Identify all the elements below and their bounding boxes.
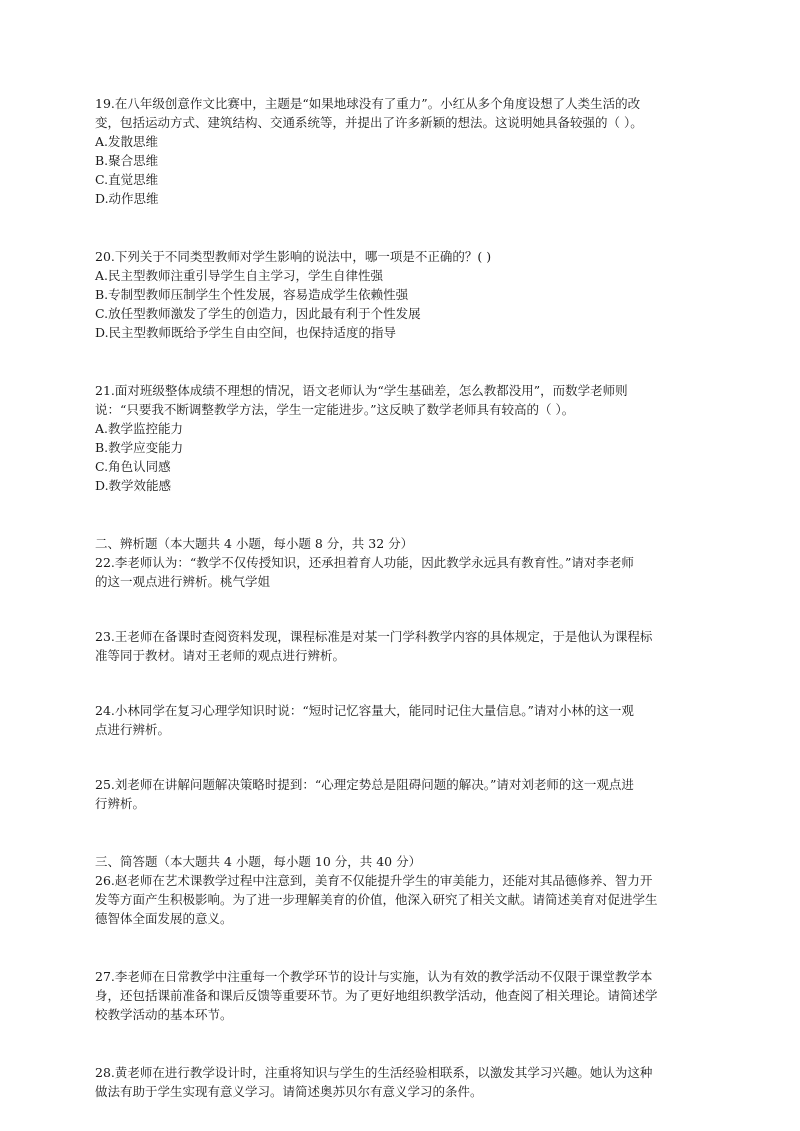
question-stem-line: 准等同于教材。请对王老师的观点进行辨析。 — [95, 648, 346, 663]
question-19 — [95, 94, 705, 208]
question-stem-line: 点进行辨析。 — [95, 722, 171, 737]
question-27 — [95, 967, 705, 1024]
option-c: C.放任型教师激发了学生的创造力，因此最有利于个性发展 — [95, 306, 421, 321]
question-stem-line: 25.刘老师在讲解问题解决策略时提到：“心理定势总是阻碍问题的解决。”请对刘老师的这一观点进 — [95, 777, 634, 792]
question-stem-line: 行辨析。 — [95, 796, 146, 811]
question-stem-line: 20.下列关于不同类型教师对学生影响的说法中，哪一项是不正确的？( ) — [95, 249, 492, 264]
question-20 — [95, 247, 705, 342]
option-a: A.民主型教师注重引导学生自主学习，学生自律性强 — [95, 268, 384, 283]
question-stem-line: 德智体全面发展的意义。 — [95, 911, 233, 926]
question-stem-line: 28.黄老师在进行教学设计时，注重将知识与学生的生活经验相联系，以激发其学习兴趣。她认为这种 — [95, 1065, 653, 1080]
question-22 — [95, 553, 705, 591]
option-a: A.发散思维 — [95, 134, 159, 149]
question-stem-line: 说：“只要我不断调整教学方法，学生一定能进步。”这反映了数学老师具有较高的（ ）。 — [95, 402, 575, 417]
question-stem-line: 23.王老师在备课时查阅资料发现，课程标准是对某一门学科教学内容的具体规定，于是他认为课程标 — [95, 629, 653, 644]
question-23 — [95, 627, 705, 665]
option-c: C.直觉思维 — [95, 172, 159, 187]
question-stem-line: 发等方面产生积极影响。为了进一步理解美育的价值，他深入研究了相关文献。请简述美育对促进学生 — [95, 892, 658, 907]
question-stem-line: 22.李老师认为：“教学不仅传授知识，还承担着育人功能，因此教学永远具有教育性。”请对李老师 — [95, 555, 634, 570]
question-stem-line: 27.李老师在日常教学中注重每一个教学环节的设计与实施，认为有效的教学活动不仅限于课堂教学本 — [95, 969, 653, 984]
section-title-short-answer: 三、简答题（本大题共 4 小题，每小题 10 分，共 40 分） — [95, 854, 422, 869]
option-a: A.教学监控能力 — [95, 421, 184, 436]
option-b: B.专制型教师压制学生个性发展，容易造成学生依赖性强 — [95, 287, 409, 302]
section-title-analysis: 二、辨析题（本大题共 4 小题，每小题 8 分，共 32 分） — [95, 536, 414, 551]
question-26 — [95, 871, 705, 928]
option-b: B.聚合思维 — [95, 153, 159, 168]
question-stem-line: 26.赵老师在艺术课教学过程中注意到，美育不仅能提升学生的审美能力，还能对其品德修养、智力开 — [95, 873, 653, 888]
question-stem-line: 身，还包括课前准备和课后反馈等重要环节。为了更好地组织教学活动，他查阅了相关理论。请简述学 — [95, 988, 658, 1003]
question-stem-line: 的这一观点进行辨析。桃气学姐 — [95, 574, 271, 589]
option-d: D.动作思维 — [95, 191, 159, 206]
option-c: C.角色认同感 — [95, 459, 171, 474]
question-25 — [95, 775, 705, 813]
question-stem-line: 24.小林同学在复习心理学知识时说：“短时记忆容量大，能同时记住大量信息。”请对小林的这一观 — [95, 703, 634, 718]
question-21 — [95, 381, 705, 495]
option-d: D.教学效能感 — [95, 478, 172, 493]
question-28 — [95, 1063, 705, 1101]
option-b: B.教学应变能力 — [95, 440, 184, 455]
question-stem-line: 校教学活动的基本环节。 — [95, 1007, 233, 1022]
question-stem-line: 变，包括运动方式、建筑结构、交通系统等，并提出了许多新颖的想法。这说明她具备较强的（ ）。 — [95, 115, 643, 130]
question-stem-line: 19.在八年级创意作文比赛中，主题是“如果地球没有了重力”。小红从多个角度设想了人类生活的改 — [95, 96, 641, 111]
question-stem-line: 做法有助于学生实现有意义学习。请简述奥苏贝尔有意义学习的条件。 — [95, 1084, 483, 1099]
exam-page — [95, 94, 705, 1101]
option-d: D.民主型教师既给予学生自由空间，也保持适度的指导 — [95, 325, 397, 340]
question-stem-line: 21.面对班级整体成绩不理想的情况，语文老师认为“学生基础差，怎么教都没用”，而数学老师则 — [95, 383, 628, 398]
question-24 — [95, 701, 705, 739]
